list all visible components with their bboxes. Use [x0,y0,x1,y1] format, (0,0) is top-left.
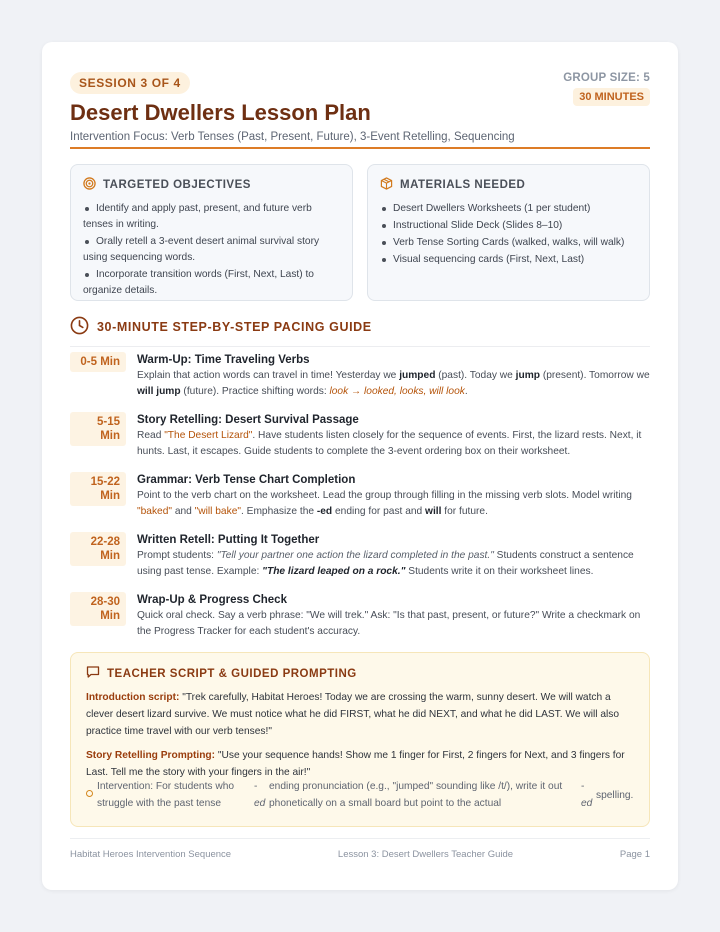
list-item: Identify and apply past, present, and future verb tenses in writing. [83,201,340,233]
step-time [70,352,126,372]
box-icon [380,177,393,193]
step-time [70,412,126,446]
session-badge: SESSION 3 OF 4 [70,72,190,94]
page-subtitle: Intervention Focus: Verb Tenses (Past, Present, Future), 3-Event Retelling, Sequencing [70,131,515,143]
objectives-list [83,201,340,299]
retell-prompting: Story Retelling Prompting: "Use your sequence hands! Show me 1 finger for First, 2 fingers for Next, and 3 fingers for Last. Tell me the story with your fingers in the air!" [86,750,625,778]
step-time-unit: Min [100,430,120,442]
list-item: Incorporate transition words (First, Next, Last) to organize details. [83,267,340,299]
step-title: Warm-Up: Time Traveling Verbs [137,354,310,366]
page-footer [70,838,650,860]
step-text: Explain that action words can travel in time! Yesterday we jumped (past). Today we jump (present). Tomorrow we will jump (future). Practice shifting words: look → looked, looks, will look. [137,370,650,397]
list-item: Orally retell a 3-event desert animal survival story using sequencing words. [83,234,340,266]
page-number: Page 1 [619,849,650,860]
pacing-step [70,472,650,532]
step-time-unit: Min [100,490,120,502]
step-time-unit: Min [100,610,120,622]
objectives-card [70,164,353,301]
materials-card [367,164,650,301]
lesson-plan-page [42,42,678,890]
pacing-title: 30-MINUTE STEP-BY-STEP PACING GUIDE [97,320,372,334]
header [70,72,650,143]
step-text: Read "The Desert Lizard". Have students listen closely for the sequence of events. First, the lizard rests. Next, it hunts. Last, it escapes. Guide students to complete the 3-event ordering box on their worksheet. [137,430,642,457]
materials-list [380,201,637,268]
step-time-label: 22-28 [90,536,120,548]
step-title: Grammar: Verb Tense Chart Completion [137,474,356,486]
pacing-steps [70,352,650,652]
intervention-note [86,778,636,814]
step-body [137,592,650,640]
bullet-icon [86,790,93,797]
pacing-step [70,412,650,472]
list-item: Verb Tense Sorting Cards (walked, walks, will walk) [380,235,637,251]
step-time-label: 15-22 [90,476,120,488]
step-body [137,532,650,580]
pacing-step [70,592,650,652]
duration-badge: 30 MINUTES [573,88,650,106]
pacing-header [70,316,650,347]
step-time-label: 5-15 [96,416,120,428]
intro-script: Introduction script: "Trek carefully, Habitat Heroes! Today we are crossing the warm, sunny desert. We will watch a clever desert lizard survive. We must notice what he did FIRST, what he did NEXT, and what he did LAST. We will also practice time travel with our verb tenses!" [86,692,620,737]
list-item: Desert Dwellers Worksheets (1 per student) [380,201,637,217]
intervention-suffix: - ed [581,781,593,809]
step-text: Quick oral check. Say a verb phrase: "We will trek." Ask: "Is that past, present, or future?" Write a checkmark on the Progress Tracker for each student's accuracy. [137,610,641,637]
step-time-label: 0-5 Min [80,356,120,368]
target-icon [83,177,96,193]
intervention-suffix: - ed [254,781,266,809]
step-time-unit: Min [100,550,120,562]
teacher-script-box [70,652,650,827]
header-divider [70,147,650,149]
list-item: Instructional Slide Deck (Slides 8–10) [380,218,637,234]
clock-icon [70,316,89,338]
step-time [70,472,126,506]
list-item: Visual sequencing cards (First, Next, Last) [380,252,637,268]
step-text: Point to the verb chart on the worksheet. Lead the group through filling in the missing verb slots. Model writing "baked" and "will bake". Emphasize the -ed ending for past and will for future. [137,490,632,517]
script-header [86,665,634,682]
step-title: Wrap-Up & Progress Check [137,594,287,606]
intervention-text: spelling. [596,790,634,801]
group-size: GROUP SIZE: 5 [563,72,650,84]
materials-header [380,177,637,193]
intervention-text: Intervention: For students who struggle with the past tense [97,781,235,809]
step-time [70,592,126,626]
step-body [137,412,650,460]
materials-title: MATERIALS NEEDED [400,179,526,191]
step-text: Prompt students: "Tell your partner one action the lizard completed in the past." Students construct a sentence using past tense. Example: "The lizard leaped on a rock." Students write it on their worksheet lines. [137,550,634,577]
step-title: Story Retelling: Desert Survival Passage [137,414,359,426]
intervention-text: ending pronunciation (e.g., "jumped" sounding like /t/), write it out phonetically on a small board but point to the actual [269,781,563,809]
message-icon [86,665,100,682]
step-body [137,472,650,520]
pacing-step [70,532,650,592]
footer-center: Lesson 3: Desert Dwellers Teacher Guide [337,849,514,860]
step-body [137,352,650,400]
pacing-step [70,352,650,412]
footer-left: Habitat Heroes Intervention Sequence [70,849,232,860]
step-time-label: 28-30 [90,596,120,608]
objectives-header [83,177,340,193]
objectives-title: TARGETED OBJECTIVES [103,179,251,191]
step-title: Written Retell: Putting It Together [137,534,320,546]
script-title: TEACHER SCRIPT & GUIDED PROMPTING [107,667,357,680]
step-time [70,532,126,566]
page-title: Desert Dwellers Lesson Plan [70,100,371,125]
